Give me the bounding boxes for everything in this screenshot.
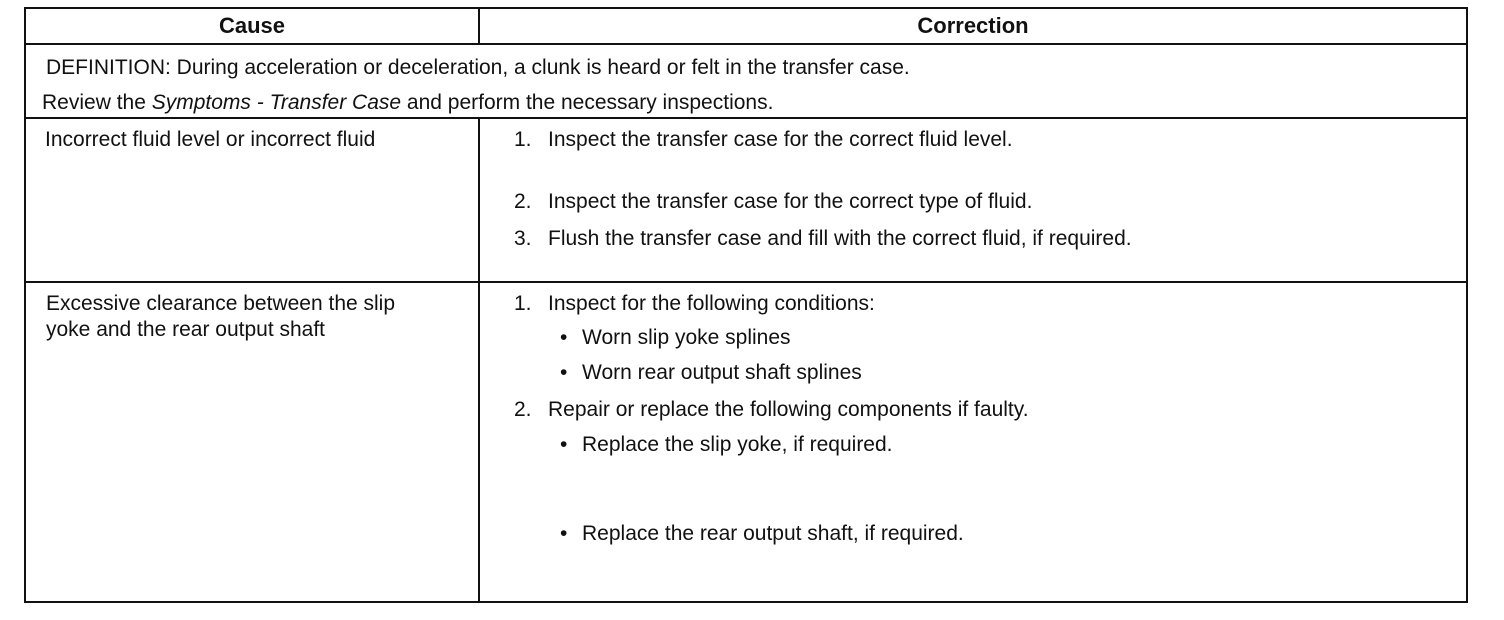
list-item: • Replace the rear output shaft, if required. <box>560 522 964 545</box>
definition-text: DEFINITION: During acceleration or deceleration, a clunk is heard or felt in the transfer case. <box>46 56 910 79</box>
list-item: • Worn rear output shaft splines <box>560 361 862 384</box>
step-1: 1. Inspect the transfer case for the correct fluid level. <box>514 128 1013 151</box>
diagnostic-table <box>24 7 1468 603</box>
step-2: 2. Repair or replace the following components if faulty. <box>514 398 1029 421</box>
step-2: 2. Inspect the transfer case for the correct type of fluid. <box>514 190 1033 213</box>
cause-clearance-line1: Excessive clearance between the slip <box>46 292 396 315</box>
header-divider <box>478 9 480 43</box>
cause-clearance-line2: yoke and the rear output shaft <box>46 318 326 341</box>
header-rule <box>26 43 1466 45</box>
header-correction: Correction <box>917 13 1029 38</box>
list-item: • Replace the slip yoke, if required. <box>560 433 893 456</box>
list-item: • Worn slip yoke splines <box>560 326 791 349</box>
step-3: 3. Flush the transfer case and fill with the correct fluid, if required. <box>514 227 1132 250</box>
step-1: 1. Inspect for the following conditions: <box>514 292 875 315</box>
review-text: Review the Symptoms - Transfer Case and perform the necessary inspections. <box>42 91 774 114</box>
definition-rule <box>26 117 1466 119</box>
row-rule <box>26 281 1466 283</box>
column-divider <box>478 117 480 603</box>
symptoms-reference: Symptoms - Transfer Case <box>151 91 402 114</box>
cause-fluid: Incorrect fluid level or incorrect fluid <box>45 128 376 151</box>
header-cause: Cause <box>218 13 286 38</box>
